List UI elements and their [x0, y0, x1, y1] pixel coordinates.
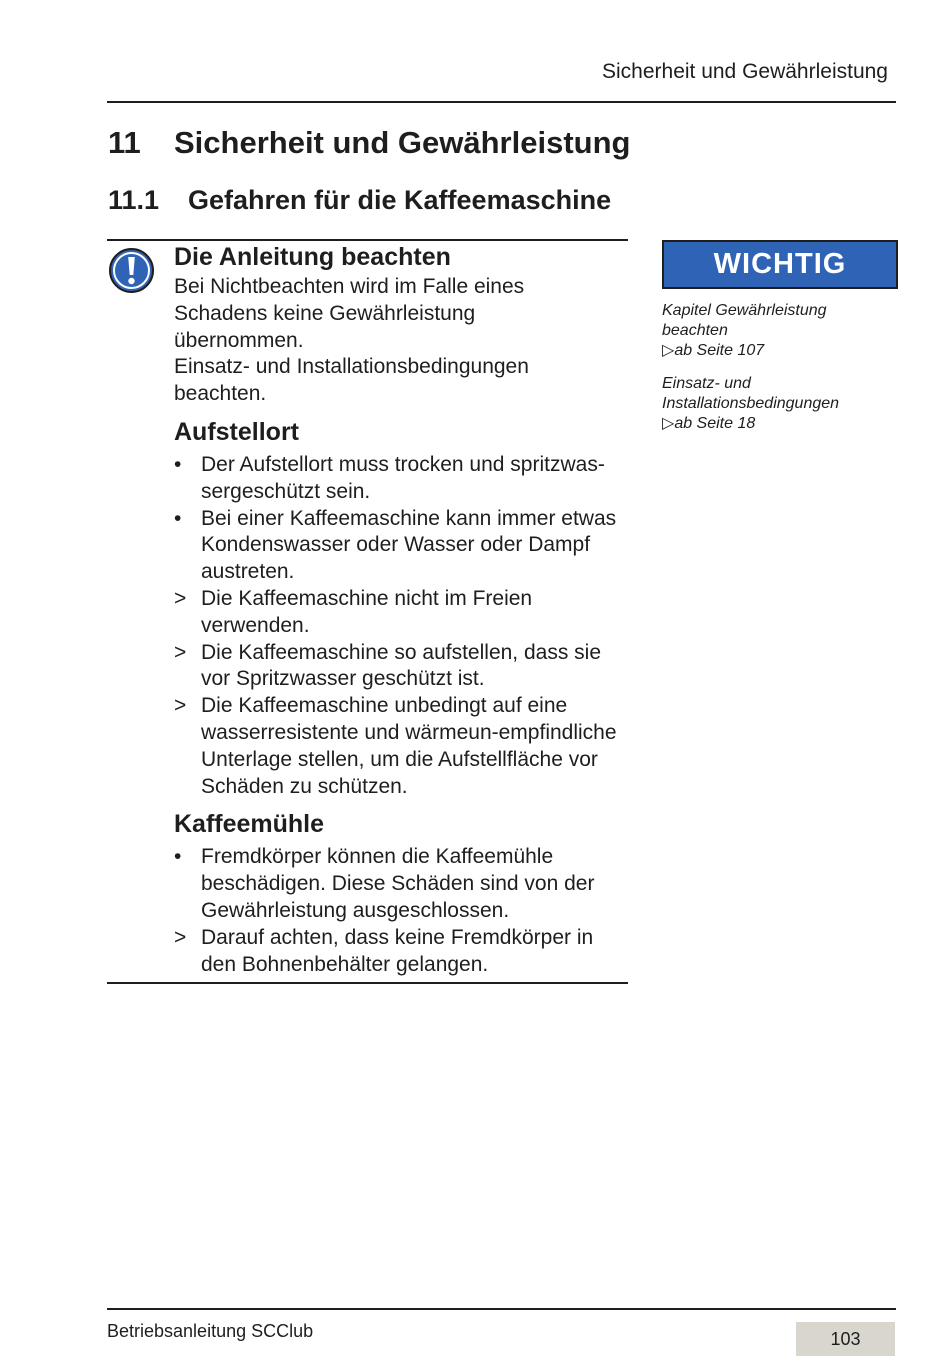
note-line: Installationsbedingungen	[662, 395, 840, 412]
aufstellort-title: Aufstellort	[174, 417, 299, 446]
page-reference-text: ab Seite 18	[674, 415, 756, 432]
notice-line: beachten.	[174, 382, 267, 406]
footer-rule	[107, 1308, 896, 1310]
bullet-mark: •	[174, 845, 182, 869]
list-item	[174, 844, 634, 924]
action-mark: >	[174, 586, 187, 610]
sidebar-note-installation	[662, 374, 882, 434]
bullet-mark: •	[174, 506, 182, 530]
action-mark: >	[174, 640, 187, 664]
triangle-right-icon: ▷	[662, 415, 675, 432]
sidebar-note-warranty	[662, 301, 882, 361]
page-reference-link[interactable]	[662, 341, 882, 361]
header-rule	[107, 101, 896, 103]
list-item-text: Fremdkörper können die Kaffeemühle beschädigen. Diese Schäden sind von der Gewährleistung ausgeschlossen.	[201, 845, 595, 922]
notice-bottom-rule	[107, 982, 628, 984]
running-header: Sicherheit und Gewährleistung	[601, 60, 888, 83]
list-item	[174, 693, 634, 800]
list-item-text: Der Aufstellort muss trocken und spritzwas-sergeschützt sein.	[201, 452, 605, 503]
wichtig-badge: WICHTIG	[662, 240, 898, 289]
list-item-text: Die Kaffeemaschine unbedingt auf eine wasserresistente und wärmeun-empfindliche Unterlage stellen, um die Aufstellfläche vor Schäden zu schützen.	[201, 694, 617, 798]
bullet-mark: •	[174, 452, 182, 476]
list-item	[174, 506, 634, 586]
list-item-text: Die Kaffeemaschine so aufstellen, dass sie vor Spritzwasser geschützt ist.	[201, 640, 602, 691]
triangle-right-icon: ▷	[662, 342, 675, 359]
notice-title: Die Anleitung beachten	[174, 243, 451, 271]
list-item-text: Bei einer Kaffeemaschine kann immer etwas Kondenswasser oder Wasser oder Dampf austreten.	[201, 506, 617, 584]
page-number: 103	[796, 1322, 895, 1356]
list-item-text: Die Kaffeemaschine nicht im Freien verwenden.	[201, 586, 533, 637]
chapter-number: 11	[108, 125, 141, 160]
notice-line: Bei Nichtbeachten wird im Falle eines	[174, 275, 525, 298]
exclamation-circle-icon	[108, 247, 155, 294]
list-item	[174, 640, 634, 694]
page-reference-link[interactable]	[662, 414, 882, 434]
list-item	[174, 586, 634, 640]
note-line: Einsatz- und	[662, 375, 751, 392]
section-title: Gefahren für die Kaffeemaschine	[188, 185, 612, 215]
section-number: 11.1	[108, 185, 160, 215]
chapter-title: Sicherheit und Gewährleistung	[174, 125, 631, 160]
action-mark: >	[174, 925, 187, 949]
notice-body	[174, 274, 634, 408]
note-line: beachten	[662, 322, 728, 339]
list-item-text: Darauf achten, dass keine Fremdkörper in den Bohnenbehälter gelangen.	[201, 925, 594, 976]
aufstellort-list	[174, 452, 634, 800]
notice-content	[174, 240, 634, 978]
footer-doc-title: Betriebsanleitung SCClub	[107, 1321, 314, 1341]
notice-line: übernommen.	[174, 328, 304, 352]
notice-line: Schadens keine Gewährleistung	[174, 301, 476, 325]
list-item	[174, 925, 634, 979]
list-item	[174, 452, 634, 506]
note-line: Kapitel Gewährleistung	[662, 302, 827, 319]
page-reference-text: ab Seite 107	[674, 342, 765, 359]
action-mark: >	[174, 694, 187, 718]
notice-line: Einsatz- und Installationsbedingungen	[174, 355, 529, 379]
kaffeemuehle-title: Kaffeemühle	[174, 810, 325, 839]
kaffeemuehle-list	[174, 844, 634, 978]
